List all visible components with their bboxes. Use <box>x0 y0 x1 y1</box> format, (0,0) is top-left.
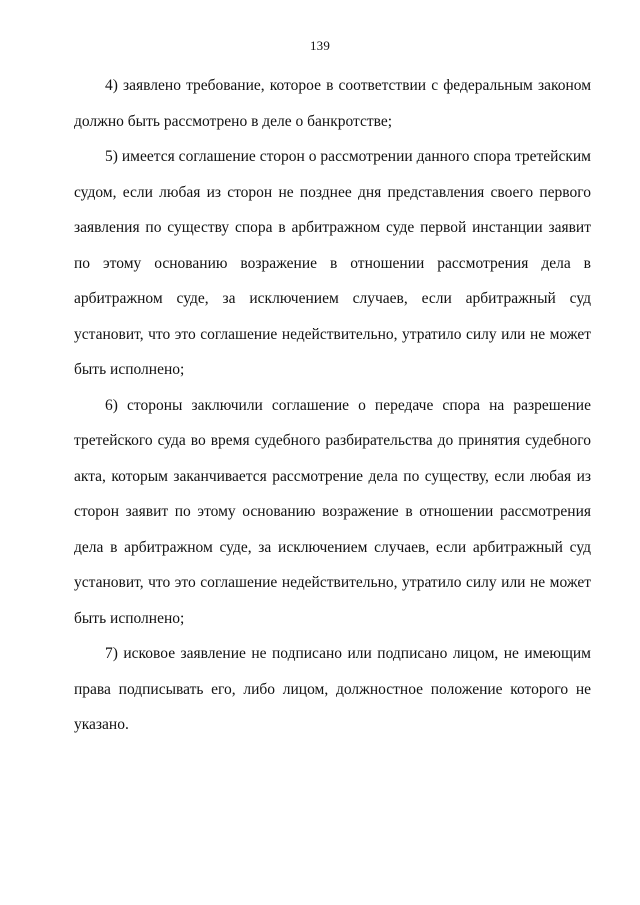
paragraph-item-5: 5) имеется соглашение сторон о рассмотрении данного спора третейским судом, если любая из сторон не позднее дня представления своего первого заявления по существу спора в арбитражном суде первой инстанции заявит по этому основанию возражение в отношении рассмотрения дела в арбитражном суде, за исключением случаев, если арбитражный суд установит, что это соглашение недействительно, утратило силу или не может быть исполнено; <box>74 148 591 378</box>
paragraph-item-4: 4) заявлено требование, которое в соответствии с федеральным законом должно быть рассмотрено в деле о банкротстве; <box>74 77 591 130</box>
page-number: 139 <box>309 38 331 53</box>
paragraph-item-6: 6) стороны заключили соглашение о передаче спора на разрешение третейского суда во время судебного разбирательства до принятия судебного акта, которым заканчивается рассмотрение дела по существу, если любая из сторон заявит по этому основанию возражение в отношении рассмотрения дела в арбитражном суде, за исключением случаев, если арбитражный суд установит, что это соглашение недействительно, утратило силу или не может быть исполнено; <box>74 396 591 627</box>
document-body <box>74 68 591 743</box>
paragraph-item-7: 7) исковое заявление не подписано или подписано лицом, не имеющим права подписывать его, либо лицом, должностное положение которого не указано. <box>74 645 591 733</box>
